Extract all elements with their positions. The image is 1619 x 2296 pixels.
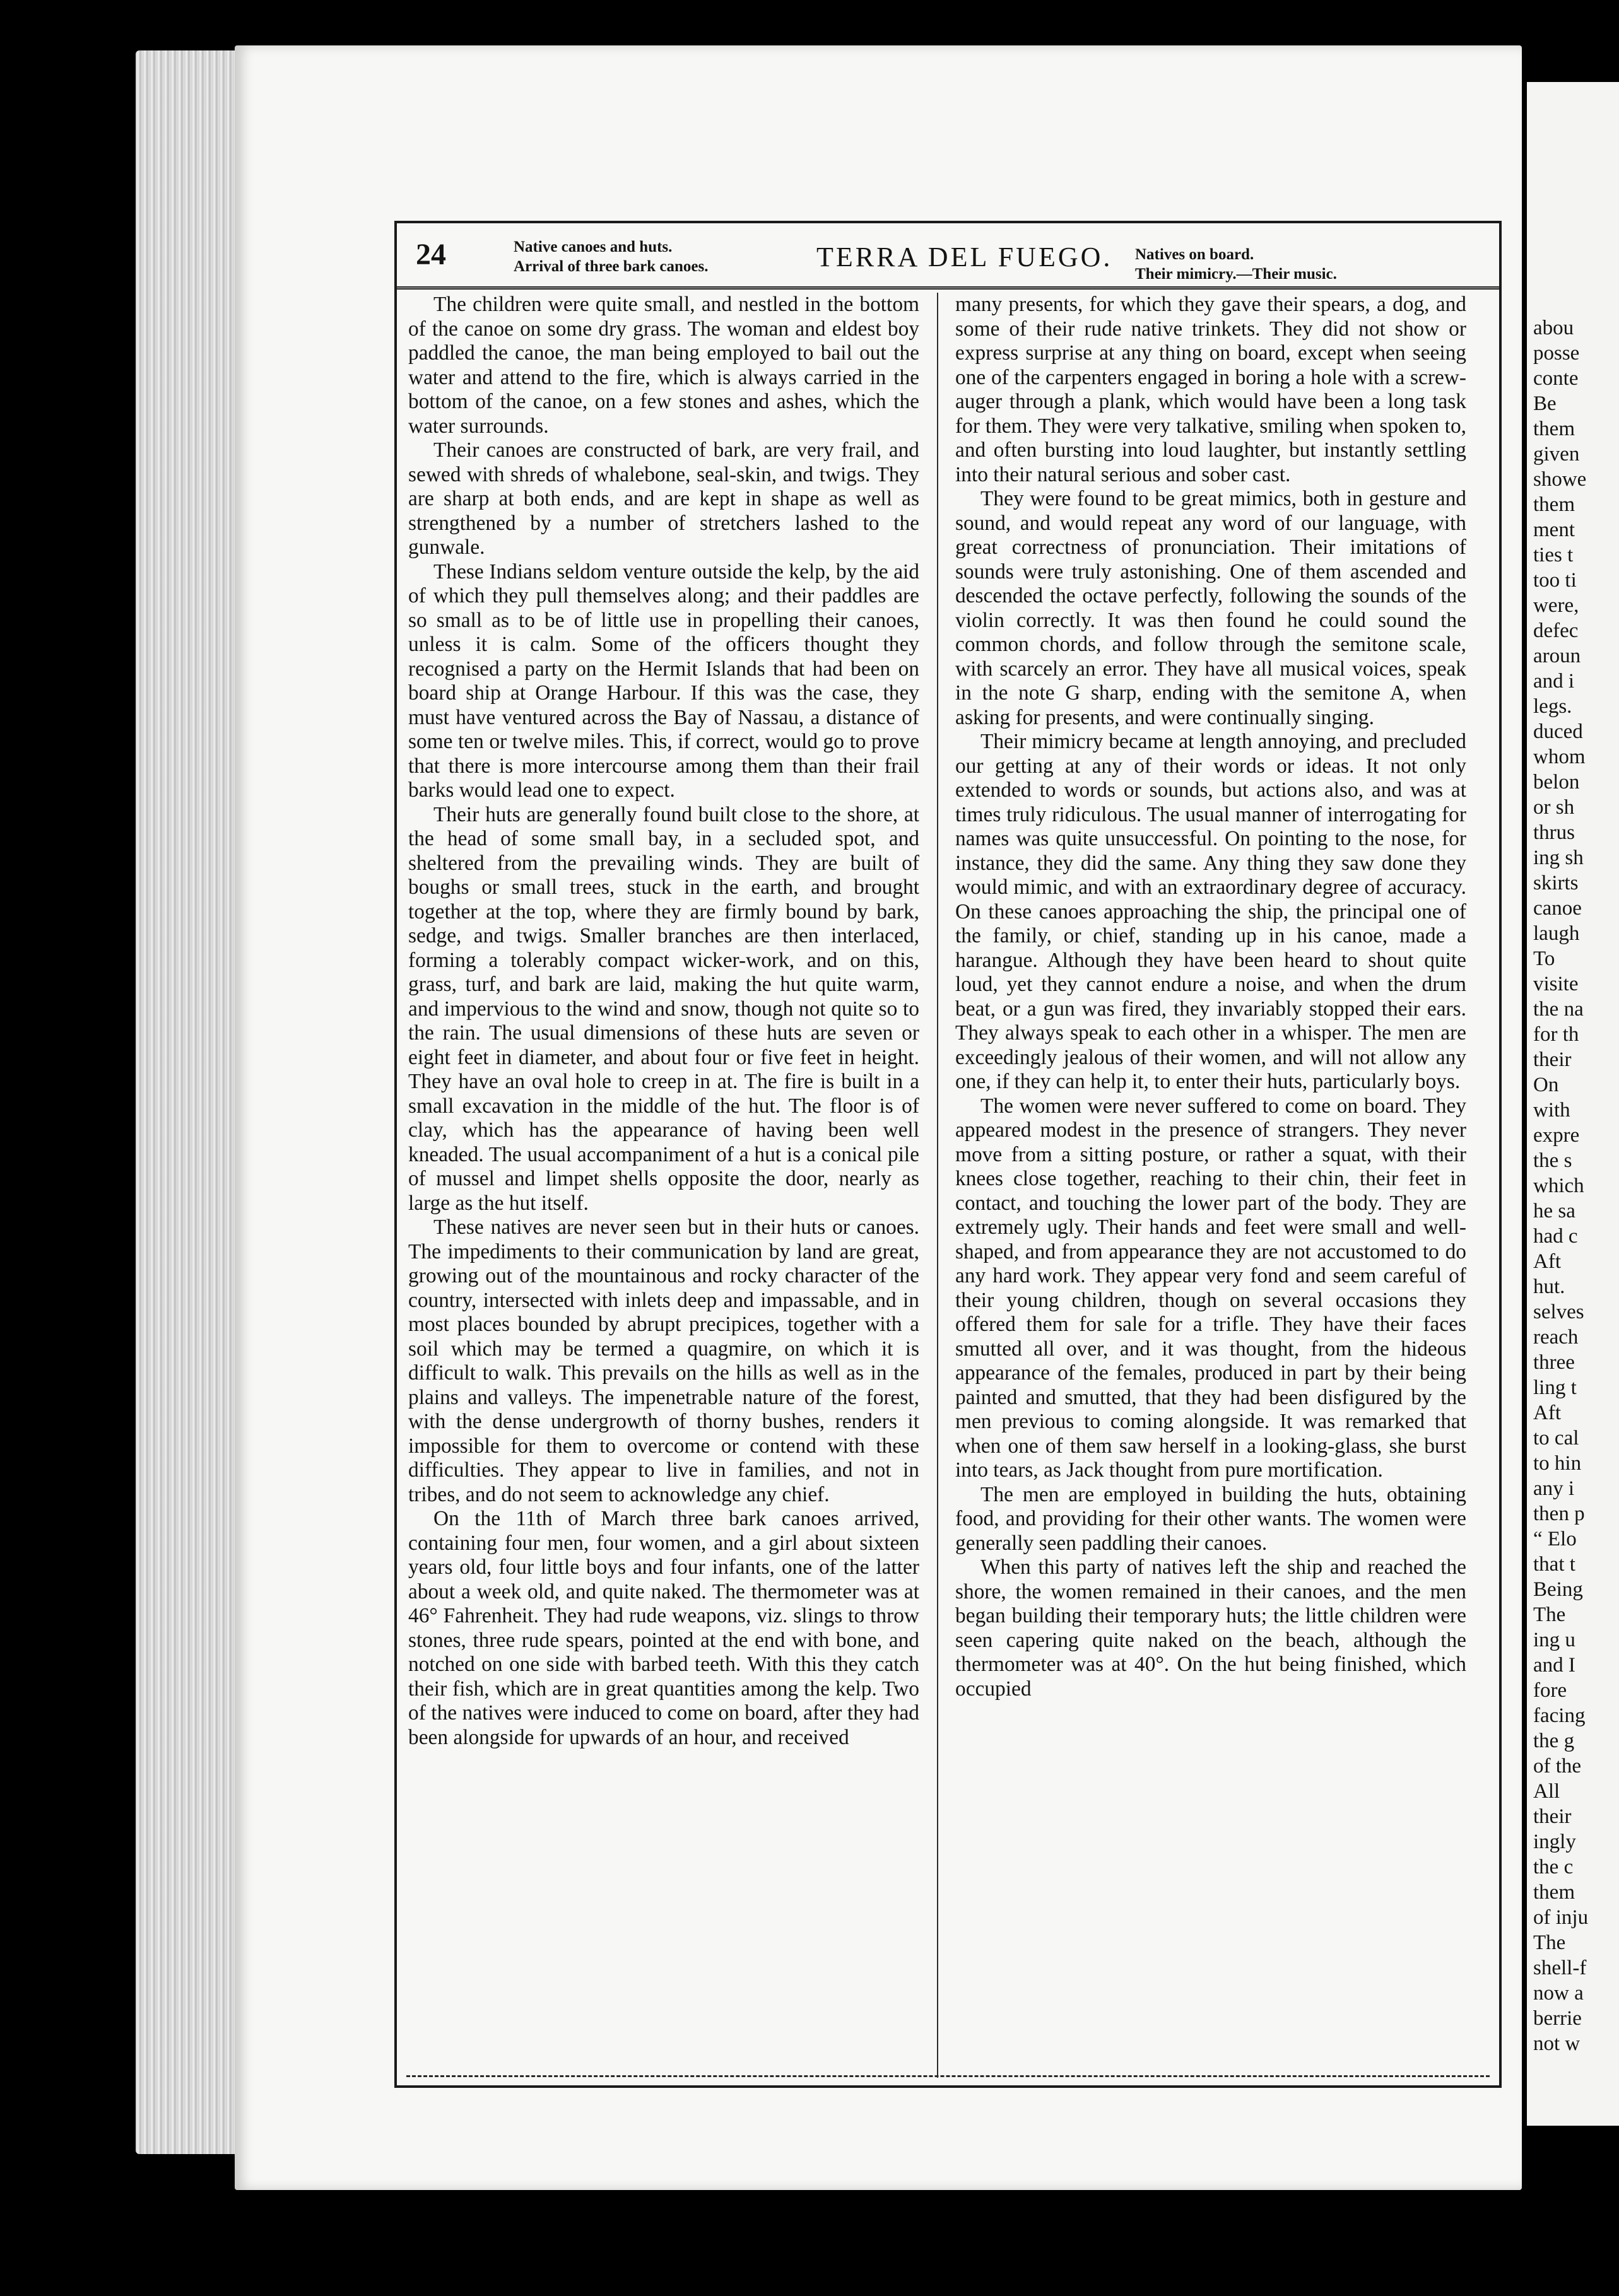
next-page-fragment: abou	[1533, 317, 1574, 339]
next-page-fragment: “ Elo	[1533, 1528, 1577, 1550]
next-page-fragment: then p	[1533, 1502, 1585, 1525]
next-page-fragment: ment	[1533, 518, 1575, 541]
next-page-fragment: ties t	[1533, 544, 1574, 566]
next-page-fragment: facing	[1533, 1704, 1586, 1727]
next-page-fragment: the s	[1533, 1149, 1572, 1172]
next-page-fragment: laugh	[1533, 922, 1580, 945]
paragraph: These Indians seldom venture outside the kelp, by the aid of which they pull themselves along; and their paddles are so small as to be of little use in propelling their canoes, unless it is calm. Some of the officers thought they recognised a party on the Hermit Islands that had been on board ship at Orange Harbour. If this was the case, they must have ventured across the Bay of Nassau, a distance of some ten or twelve miles. This, if correct, would go to prove that there is more intercourse among them than their frail barks would lead one to expect.	[408, 559, 919, 802]
next-page-fragment: skirts	[1533, 872, 1579, 894]
next-page-fragment: Aft	[1533, 1250, 1561, 1273]
next-page-fragment: legs.	[1533, 695, 1572, 718]
paragraph: When this party of natives left the ship and reached the shore, the women remained in their canoes, and the men began building their temporary huts; the little children were seen capering quite naked on the beach, although the thermometer was at 40°. On the hut being finished, which occupied	[955, 1555, 1466, 1701]
next-page-fragment: aroun	[1533, 645, 1581, 667]
next-page-fragment: now a	[1533, 1982, 1584, 2005]
next-page-fragment: to hin	[1533, 1452, 1582, 1475]
right-column	[955, 293, 1466, 2081]
marginal-note-right	[1135, 245, 1337, 284]
next-page-fragment: not w	[1533, 2032, 1581, 2055]
next-page-fragment: fore	[1533, 1679, 1567, 1702]
next-page-fragment: conte	[1533, 367, 1579, 390]
next-page-fragment: and i	[1533, 670, 1575, 693]
next-page-fragment: too ti	[1533, 569, 1577, 592]
next-page-fragment: belon	[1533, 771, 1580, 794]
running-head: TERRA DEL FUEGO.	[816, 242, 1113, 272]
next-page-fragment: their	[1533, 1805, 1572, 1828]
next-page-fragment: selves	[1533, 1301, 1584, 1323]
marginal-note-line: Natives on board.	[1135, 246, 1254, 263]
next-page-fragment: ling t	[1533, 1376, 1577, 1399]
next-page-fragment: The	[1533, 1603, 1566, 1626]
marginal-note-left	[514, 237, 709, 276]
next-page-fragment: were,	[1533, 594, 1579, 617]
paragraph: Their huts are generally found built close to the shore, at the head of some small bay, in a secluded spot, and sheltered from the prevailing winds. They are built of boughs or small trees, stuck in the earth, and brought together at the top, where they are firmly bound by bark, sedge, and twigs. Smaller branches are then interlaced, forming a tolerably compact wicker-work, and on this, grass, turf, and bark are laid, making the hut quite warm, and impervious to the wind and snow, though not quite so to the rain. The usual dimensions of these huts are seven or eight feet in diameter, and about four or five feet in height. They have an oval hole to creep in at. The fire is built in a small excavation in the middle of the hut. The floor is of clay, which has the appearance of having been well kneaded. The usual accompaniment of a hut is a conical pile of mussel and limpet shells opposite the door, nearly as large as the hut itself.	[408, 802, 919, 1215]
paragraph: Their canoes are constructed of bark, are very frail, and sewed with shreds of whalebone, seal-skin, and twigs. They are sharp at both ends, and are kept in shape as well as strengthened by a number of stretchers lashed to the gunwale.	[408, 438, 919, 559]
next-page-fragment: three	[1533, 1351, 1575, 1374]
marginal-note-line: Arrival of three bark canoes.	[514, 258, 709, 275]
paragraph: The women were never suffered to come on board. They appeared modest in the presence of strangers. They never move from a sitting posture, or rather a squat, with their knees close together, reaching to their chin, their feet in contact, and touching the lower part of the body. They are extremely ugly. Their hands and feet were small and well-shaped, and from appearance they are not accustomed to do any hard work. They appear very fond and seem careful of their young children, though on several occasions they offered them for sale for a trifle. They have their faces smutted all over, and it was thought, from the hideous appearance of the females, produced in part by their being painted and smutted, that they had been disfigured by the men previous to coming alongside. It was remarked that when one of them saw herself in a looking-glass, she burst into tears, as Jack thought from pure mortification.	[955, 1094, 1466, 1482]
next-page-fragment: that t	[1533, 1553, 1575, 1576]
next-page-fragment: reach	[1533, 1326, 1579, 1349]
paragraph: On the 11th of March three bark canoes arrived, containing four men, four women, and a girl about sixteen years old, four little boys and four infants, one of the latter about a week old, and quite naked. The thermometer was at 46° Fahrenheit. They had rude weapons, viz. slings to throw stones, three rude spears, pointed at the end with bone, and notched on one side with barbed teeth. With this they catch their fish, which are in great quantities among the kelp. Two of the natives were induced to come on board, after they had been alongside for upwards of an hour, and received	[408, 1507, 919, 1749]
next-page-fragment: berrie	[1533, 2007, 1582, 2030]
next-page-fragment: or sh	[1533, 796, 1575, 819]
next-page-fragment: of inju	[1533, 1906, 1589, 1929]
next-page-fragment: given	[1533, 443, 1580, 466]
book-page-edges	[136, 50, 246, 2154]
next-page-fragment: On	[1533, 1074, 1559, 1096]
next-page-fragment: them	[1533, 418, 1575, 440]
next-page-sliver	[1527, 82, 1619, 2126]
next-page-fragment: duced	[1533, 720, 1583, 743]
next-page-fragment: them	[1533, 493, 1575, 516]
next-page-fragment: expre	[1533, 1124, 1580, 1147]
next-page-fragment: defec	[1533, 619, 1579, 642]
next-page-fragment: the c	[1533, 1856, 1574, 1878]
paragraph: The children were quite small, and nestled in the bottom of the canoe on some dry grass. The woman and eldest boy paddled the canoe, the man being employed to bail out the water and attend to the fire, which is always carried in the bottom of the canoe, on a few stones and ashes, which the water surrounds.	[408, 293, 919, 438]
next-page-fragment: the na	[1533, 998, 1584, 1021]
next-page-fragment: with	[1533, 1099, 1570, 1122]
next-page-fragment: visite	[1533, 973, 1579, 995]
next-page-fragment: The	[1533, 1931, 1566, 1954]
next-page-fragment: thrus	[1533, 821, 1575, 844]
next-page-fragment: ingly	[1533, 1830, 1576, 1853]
next-page-fragment: posse	[1533, 342, 1580, 365]
next-page-fragment: them	[1533, 1881, 1575, 1904]
paragraph: The men are employed in building the huts, obtaining food, and providing for their other wants. The women were generally seen paddling their canoes.	[955, 1482, 1466, 1555]
next-page-fragment: Being	[1533, 1578, 1583, 1601]
paragraph: They were found to be great mimics, both in gesture and sound, and would repeat any word of our language, with great correctness of pronunciation. Their imitations of sounds were truly astonishing. One of them ascended and descended the octave perfectly, following the sounds of the violin correctly. It was then found he could sound the common chords, and follow through the semitone scale, with scarcely an error. They have all musical voices, speak in the note G sharp, ending with the semitone A, when asking for presents, and were continually singing.	[955, 487, 1466, 729]
text-frame	[394, 221, 1502, 2088]
page-number: 24	[416, 238, 446, 271]
marginal-note-line: Their mimicry.—Their music.	[1135, 266, 1337, 283]
next-page-fragment: canoe	[1533, 897, 1582, 920]
left-column	[408, 293, 919, 2081]
next-page-fragment: showe	[1533, 468, 1587, 491]
next-page-fragment: Aft	[1533, 1402, 1561, 1424]
next-page-fragment: shell-f	[1533, 1957, 1587, 1979]
next-page-fragment: any i	[1533, 1477, 1575, 1500]
next-page-fragment: To	[1533, 947, 1555, 970]
next-page-fragment: their	[1533, 1048, 1572, 1071]
next-page-fragment: hut.	[1533, 1275, 1565, 1298]
next-page-fragment: he sa	[1533, 1200, 1575, 1222]
next-page-fragment: ing sh	[1533, 846, 1584, 869]
next-page-fragment: Be	[1533, 392, 1557, 415]
next-page-fragment: the g	[1533, 1730, 1575, 1752]
marginal-note-line: Native canoes and huts.	[514, 238, 673, 255]
next-page-fragment: whom	[1533, 746, 1586, 768]
column-divider	[937, 293, 938, 2078]
paragraph: many presents, for which they gave their spears, a dog, and some of their rude native trinkets. They did not show or express surprise at any thing on board, except when seeing one of the carpenters engaged in boring a hole with a screw-auger through a plank, which would have been a long task for them. They were very talkative, smiling when spoken to, and often bursting into loud laughter, but instantly settling into their natural serious and sober cast.	[955, 293, 1466, 486]
next-page-fragment: All	[1533, 1780, 1560, 1803]
next-page-text-fragments	[1527, 82, 1619, 2126]
next-page-fragment: which	[1533, 1174, 1584, 1197]
next-page-fragment: had c	[1533, 1225, 1578, 1248]
paragraph: Their mimicry became at length annoying, and precluded our getting at any of their words or ideas. It not only extended to words or sounds, but actions also, and was at times truly ridiculous. The usual manner of interrogating for names was quite unsuccessful. On pointing to the nose, for instance, they did the same. Any thing they saw done they would mimic, and with an extraordinary degree of accuracy. On these canoes approaching the ship, the principal one of the family, or chief, standing up in his canoe, made a harangue. Although they have been heard to shout quite loud, yet they cannot endure a noise, and when the drum beat, or a gun was fired, they invariably stopped their ears. They always speak to each other in a whisper. The men are exceedingly jealous of their women, and will not allow any one, if they can help it, to enter their huts, particularly boys.	[955, 730, 1466, 1093]
next-page-fragment: ing u	[1533, 1629, 1575, 1651]
next-page-fragment: for th	[1533, 1023, 1579, 1046]
next-page-fragment: and I	[1533, 1654, 1575, 1677]
next-page-fragment: of the	[1533, 1755, 1582, 1778]
paragraph: These natives are never seen but in their huts or canoes. The impediments to their communication by land are great, growing out of the mountainous and rocky character of the country, intersected with inlets deep and impassable, and in most places bounded by abrupt precipices, together with a soil which may be termed a quagmire, on which it is difficult to walk. This prevails on the hills as well as in the plains and valleys. The impenetrable nature of the forest, with the dense undergrowth of thorny bushes, renders it impossible for them to overcome or contend with these difficulties. They appear to live in families, and not in tribes, and do not seem to acknowledge any chief.	[408, 1215, 919, 1506]
next-page-fragment: to cal	[1533, 1427, 1579, 1450]
page-header	[397, 223, 1499, 290]
bottom-rule	[406, 2075, 1490, 2079]
